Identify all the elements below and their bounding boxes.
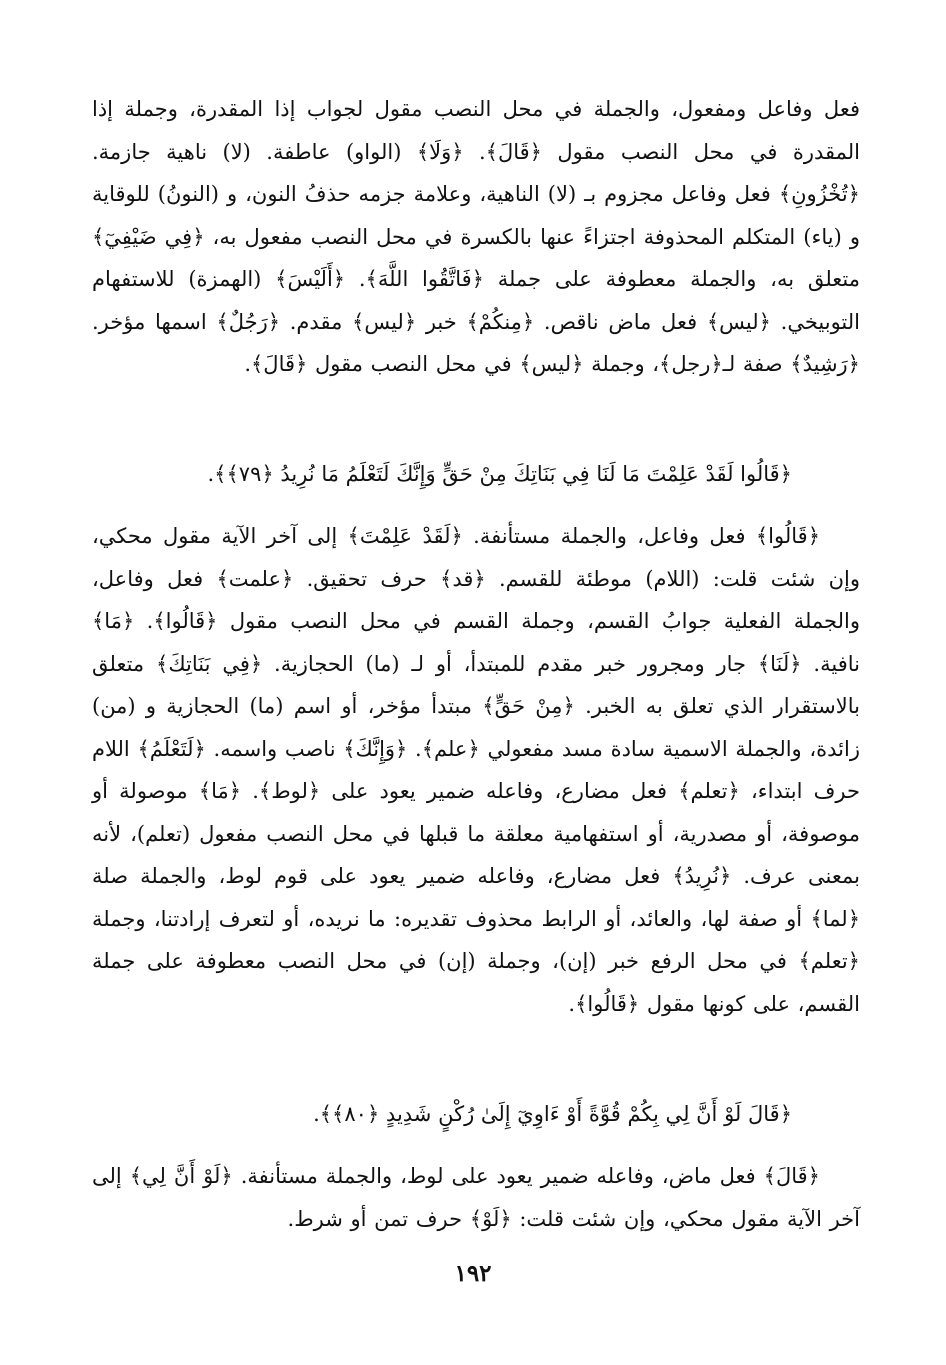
quran-verse-80: ﴿قَالَ لَوْ أَنَّ لِي بِكُمْ قُوَّةً أَوْ ءَاوِيٓ إِلَىٰ رُكْنٍ شَدِيدٍ ﴿٨٠﴾﴾.	[313, 1102, 792, 1126]
quran-verse-79: ﴿قَالُوا لَقَدْ عَلِمْتَ مَا لَنَا فِي بَنَاتِكَ مِنْ حَقٍّ وَإِنَّكَ لَتَعْلَمُ مَا نُرِيدُ ﴿٧٩﴾﴾.	[207, 462, 792, 486]
commentary-paragraph-2: ﴿قَالُوا﴾ فعل وفاعل، والجملة مستأنفة. ﴿لَقَدْ عَلِمْتَ﴾ إلى آخر الآية مقول محكي، وإن شئت قلت: (اللام) موطئة للقسم. ﴿قد﴾ حرف تحقيق. ﴿علمت﴾ فعل وفاعل، والجملة الفعلية جوابُ القسم، وجملة القسم في محل النصب مقول ﴿قَالُوا﴾. ﴿مَا﴾ نافية. ﴿لَنَا﴾ جار ومجرور خبر مقدم للمبتدأ، أو لـ (ما) الحجازية. ﴿فِي بَنَاتِكَ﴾ متعلق بالاستقرار الذي تعلق به الخبر. ﴿مِنْ حَقٍّ﴾ مبتدأ مؤخر، أو اسم (ما) الحجازية و (من) زائدة، والجملة الاسمية سادة مسد مفعولي ﴿علم﴾. ﴿وَإِنَّكَ﴾ ناصب واسمه. ﴿لَتَعْلَمُ﴾ اللام حرف ابتداء، ﴿تعلم﴾ فعل مضارع، وفاعله ضمير يعود على ﴿لوط﴾. ﴿مَا﴾ موصولة أو موصوفة، أو مصدرية، أو استفهامية معلقة ما قبلها في محل النصب مفعول (تعلم)، لأنه بمعنى عرف. ﴿نُرِيدُ﴾ فعل مضارع، وفاعله ضمير يعود على قوم لوط، والجملة صلة ﴿لما﴾ أو صفة لها، والعائد، أو الرابط محذوف تقديره: ما نريده، أو لتعرف إرادتنا، وجملة ﴿تعلم﴾ في محل الرفع خبر (إن)، وجملة (إن) في محل النصب معطوفة على جملة القسم، على كونها مقول ﴿قَالُوا﴾.	[92, 524, 860, 1016]
commentary-paragraph-1: فعل وفاعل ومفعول، والجملة في محل النصب مقول لجواب إذا المقدرة، وجملة إذا المقدرة في محل النصب مقول ﴿قَالَ﴾. ﴿وَلَا﴾ (الواو) عاطفة. (لا) ناهية جازمة. ﴿تُخْزُونِ﴾ فعل وفاعل مجزوم بـ (لا) الناهية، وعلامة جزمه حذفُ النون، و (النونُ) للوقاية و (ياء) المتكلم المحذوفة اجتزاءً عنها بالكسرة في محل النصب مفعول به، ﴿فِي ضَيْفِيٓ﴾ متعلق به، والجملة معطوفة على جملة ﴿فَاتَّقُوا اللَّهَ﴾. ﴿أَلَيْسَ﴾ (الهمزة) للاستفهام التوبيخي. ﴿ليس﴾ فعل ماض ناقص. ﴿مِنكُمْ﴾ خبر ﴿ليس﴾ مقدم. ﴿رَجُلٌ﴾ اسمها مؤخر. ﴿رَشِيدٌ﴾ صفة لـ﴿رجل﴾، وجملة ﴿ليس﴾ في محل النصب مقول ﴿قَالَ﴾.	[92, 97, 860, 376]
page-number: ١٩٢	[454, 1260, 492, 1287]
commentary-paragraph-3: ﴿قَالَ﴾ فعل ماض، وفاعله ضمير يعود على لوط، والجملة مستأنفة. ﴿لَوْ أَنَّ لِي﴾ إلى آخر الآية مقول محكي، وإن شئت قلت: ﴿لَوْ﴾ حرف تمن أو شرط.	[92, 1164, 860, 1231]
